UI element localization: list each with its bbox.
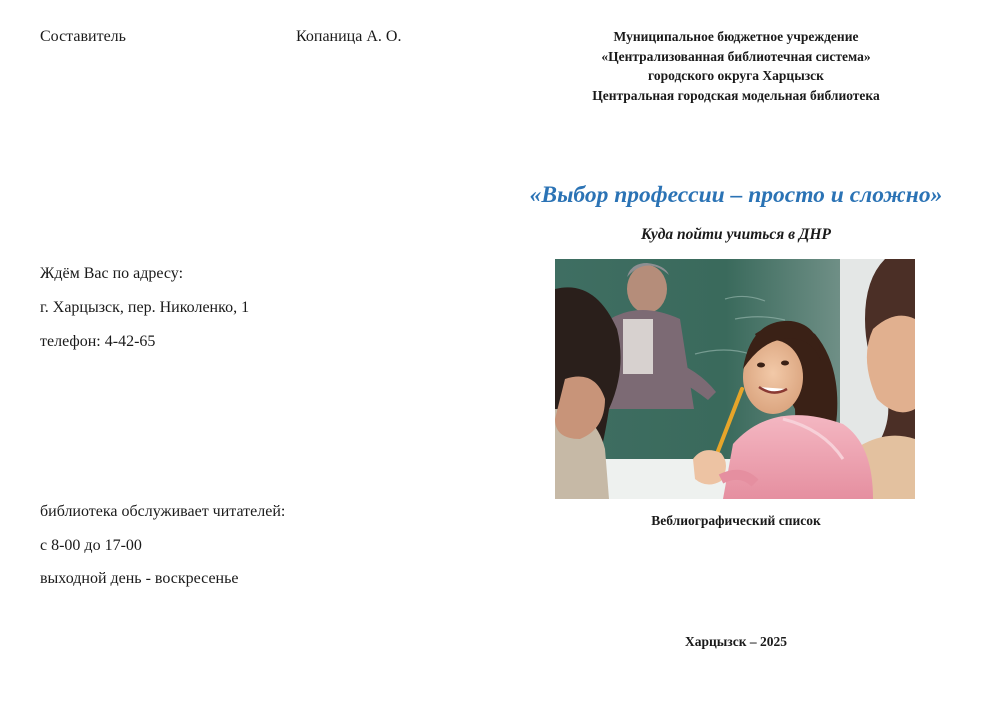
document-type: Веблиографический список — [651, 513, 821, 528]
city-year: Харцызск – 2025 — [684, 634, 788, 649]
hours: с 8-00 до 17-00 — [40, 537, 142, 554]
phone: телефон: 4-42-65 — [40, 333, 156, 350]
organization-header — [560, 27, 912, 105]
organization-line: Центральная городская модельная библиотека — [592, 87, 880, 103]
hours-intro: библиотека обслуживает читателей: — [40, 503, 286, 520]
classroom-photo — [555, 259, 915, 499]
compiler-label: Составитель — [40, 28, 126, 45]
compiler-name: Копаница А. О. — [296, 28, 402, 45]
document-subtitle: Куда пойти учиться в ДНР — [641, 226, 831, 243]
organization-line: Муниципальное бюджетное учреждение — [613, 29, 859, 44]
address: г. Харцызск, пер. Николенко, 1 — [40, 299, 250, 316]
organization-line: городского округа Харцызск — [648, 68, 824, 83]
address-intro: Ждём Вас по адресу: — [40, 265, 184, 282]
day-off: выходной день - воскресенье — [40, 570, 239, 587]
organization-line: «Централизованная библиотечная система» — [601, 48, 871, 64]
document-title: «Выбор профессии – просто и сложно» — [529, 182, 943, 208]
